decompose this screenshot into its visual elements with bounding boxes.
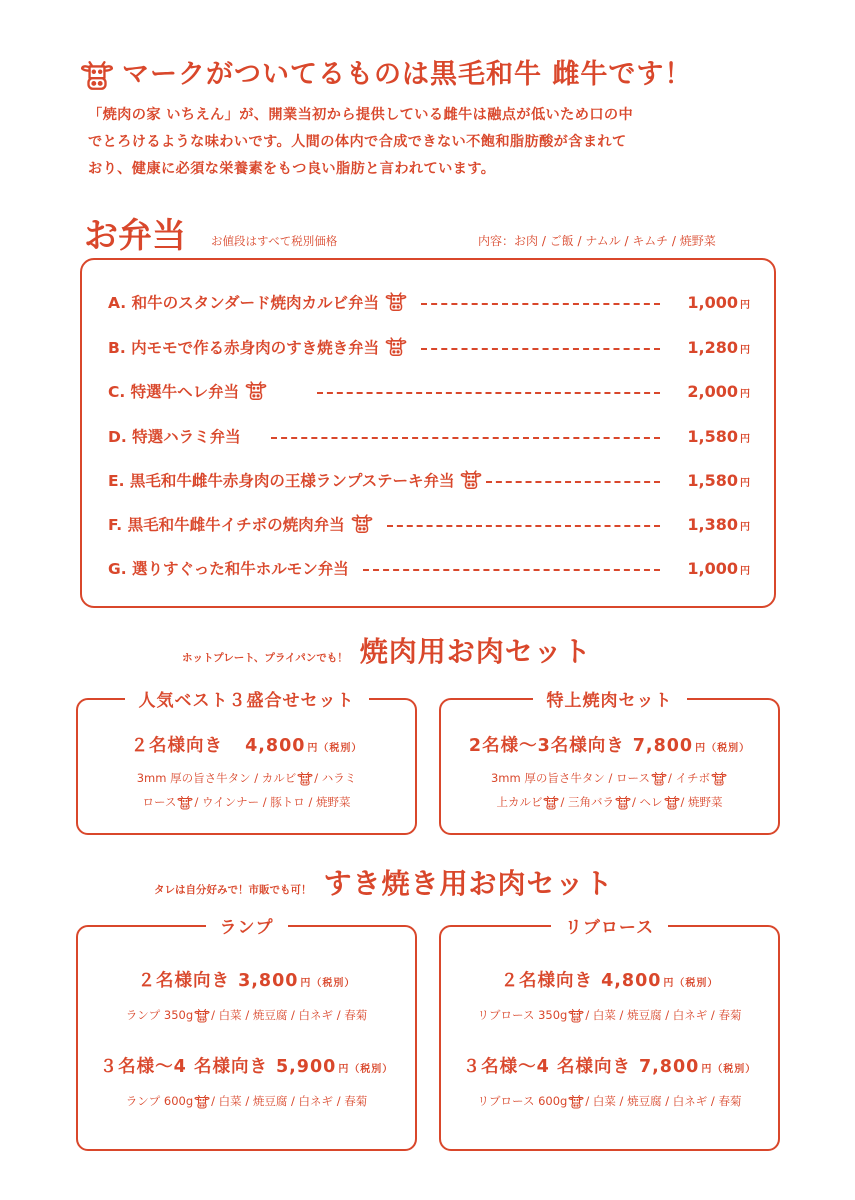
set-title: [78, 686, 415, 711]
set-price-line: [78, 967, 415, 992]
bento-item-label: A. 和牛のスタンダード焼肉カルビ弁当: [108, 294, 379, 312]
serving-size: ３名様〜4 名様向き: [462, 1057, 631, 1077]
serving-size: ２名様向き: [500, 971, 594, 991]
set-items-line: [78, 794, 415, 811]
bento-item-name: [108, 469, 482, 491]
leader-dots: [421, 348, 660, 350]
leader-dots: [387, 525, 660, 527]
yen-label: 円: [695, 743, 707, 754]
set-title-text: 人気ベスト３盛合せセット: [125, 691, 369, 711]
item-text: / 白菜 / 焼豆腐 / 白ネギ / 春菊: [211, 1094, 368, 1108]
set-items-line: [78, 770, 415, 787]
sukiyaki-set-ribroast: [439, 918, 780, 1151]
cow-icon: [80, 59, 114, 93]
cow-icon: [651, 771, 667, 787]
cow-icon: [194, 1094, 210, 1110]
cow-icon: [568, 1008, 584, 1024]
tax-label: （税別）: [318, 743, 363, 754]
bento-item-label: E. 黒毛和牛雌牛赤身肉の王様ランプステーキ弁当: [108, 472, 455, 490]
serving-size: ２名様向き: [137, 971, 231, 991]
leader-dots: [363, 569, 660, 571]
bento-item-name: [108, 425, 241, 447]
bento-tax-note: お値段はすべて税別価格: [211, 234, 338, 248]
price-value: 4,800: [245, 736, 306, 756]
tax-label: （税別）: [311, 978, 356, 989]
set-items-line: [441, 794, 778, 811]
cow-icon: [711, 771, 727, 787]
price-value: 1,580: [687, 426, 738, 446]
item-text: / ウインナー / 豚トロ / 焼野菜: [194, 795, 351, 809]
leader-dots: [317, 392, 660, 394]
cow-icon: [177, 795, 193, 811]
bento-item-label: C. 特選牛ヘレ弁当: [108, 383, 240, 401]
set-title-text: ランプ: [206, 918, 288, 938]
bento-item-name: [108, 291, 407, 313]
yakiniku-subheading: ホットプレート、プライパンでも！: [182, 652, 348, 664]
bento-item-label: F. 黒毛和牛雌牛イチボの焼肉弁当: [108, 516, 345, 534]
sukiyaki-heading-text: すき焼き用お肉セット: [323, 867, 614, 900]
serving-size: ３名様〜4 名様向き: [99, 1057, 268, 1077]
intro-line: でとろけるような味わいです。人間の体内で合成できない不飽和脂肪酸が含まれて: [88, 134, 627, 150]
yen-label: 円: [701, 1064, 713, 1075]
set-items-line: [78, 1093, 415, 1110]
yen-label: 円: [740, 565, 750, 577]
bento-item-price: [674, 382, 750, 401]
price-value: 1,000: [687, 558, 738, 578]
yakiniku-set-premium: [439, 691, 780, 835]
set-price-line: [78, 732, 415, 757]
set-title-text: 特上焼肉セット: [533, 691, 687, 711]
item-text: / 白菜 / 焼豆腐 / 白ネギ / 春菊: [585, 1094, 742, 1108]
bento-item-price: [674, 559, 750, 578]
set-items-line: [441, 770, 778, 787]
bento-item-label: G. 選りすぐった和牛ホルモン弁当: [108, 560, 349, 578]
price-value: 7,800: [632, 736, 694, 756]
set-title: [441, 686, 778, 711]
cow-icon: [194, 1008, 210, 1024]
bento-item-name: [108, 557, 349, 579]
page-title: [80, 52, 692, 93]
item-text: リブロース 600g: [477, 1094, 568, 1108]
item-text: / 三角バラ: [560, 795, 614, 809]
leader-dots: [486, 481, 660, 483]
cow-icon: [543, 795, 559, 811]
yen-label: 円: [740, 433, 750, 445]
bento-item-d: [108, 422, 750, 450]
cow-icon: [664, 795, 680, 811]
cow-icon: [385, 291, 407, 313]
tax-label: （税別）: [706, 743, 751, 754]
price-value: 5,900: [275, 1057, 337, 1077]
item-text: / ヘレ: [631, 795, 663, 809]
yen-label: 円: [663, 978, 675, 989]
item-text: / ハラミ: [314, 771, 357, 785]
intro-line: 「焼肉の家 いちえん」が、開業当初から提供している雌牛は融点が低いため口の中: [88, 107, 634, 123]
price-value: 4,800: [601, 971, 662, 991]
item-text: ロース: [142, 795, 177, 809]
item-text: / 焼野菜: [680, 795, 723, 809]
page-title-text: マークがついてるものは黒毛和牛 雌牛です！: [122, 59, 693, 90]
bento-menu-box: [80, 258, 776, 608]
yakiniku-heading: [182, 630, 592, 670]
tax-label: （税別）: [349, 1064, 394, 1075]
bento-item-price: [674, 338, 750, 357]
yen-label: 円: [740, 344, 750, 356]
serving-size: 2名様〜3名様向き: [468, 736, 625, 756]
price-value: 1,280: [687, 337, 738, 357]
bento-item-a: [108, 288, 750, 316]
set-price-line: [441, 967, 778, 992]
cow-icon: [245, 380, 267, 402]
bento-item-price: [674, 427, 750, 446]
sukiyaki-set-rump: [76, 918, 417, 1151]
item-text: ランプ 600g: [125, 1094, 194, 1108]
bento-item-e: [108, 466, 750, 494]
bento-item-name: [108, 380, 267, 402]
item-text: リブロース 350g: [477, 1008, 568, 1022]
item-text: ランプ 350g: [125, 1008, 194, 1022]
set-items-line: [78, 1007, 415, 1024]
cow-icon: [385, 336, 407, 358]
cow-icon: [351, 513, 373, 535]
set-title: [441, 913, 778, 938]
bento-item-c: [108, 377, 750, 405]
set-price-line: [441, 1053, 778, 1078]
set-price-line: [441, 732, 778, 757]
price-value: 2,000: [687, 381, 738, 401]
tax-label: （税別）: [674, 978, 719, 989]
cow-icon: [615, 795, 631, 811]
sukiyaki-subheading: タレは自分好みで！市販でも可！: [154, 884, 312, 896]
bento-item-b: [108, 333, 750, 361]
serving-size: ２名様向き: [130, 736, 224, 756]
price-value: 1,000: [687, 292, 738, 312]
bento-item-price: [674, 293, 750, 312]
bento-item-label: D. 特選ハラミ弁当: [108, 428, 241, 446]
item-text: 3mm 厚の旨さ牛タン / カルビ: [136, 771, 297, 785]
bento-item-name: [108, 513, 373, 535]
item-text: / 白菜 / 焼豆腐 / 白ネギ / 春菊: [211, 1008, 368, 1022]
tax-label: （税別）: [712, 1064, 757, 1075]
price-value: 1,580: [687, 470, 738, 490]
intro-text: [88, 102, 788, 183]
price-value: 7,800: [638, 1057, 700, 1077]
yakiniku-set-popular: [76, 691, 417, 835]
item-text: / 白菜 / 焼豆腐 / 白ネギ / 春菊: [585, 1008, 742, 1022]
yen-label: 円: [740, 477, 750, 489]
yen-label: 円: [740, 521, 750, 533]
set-price-line: [78, 1053, 415, 1078]
yen-label: 円: [338, 1064, 350, 1075]
set-title-text: リブロース: [551, 918, 668, 938]
bento-heading: お弁当: [84, 216, 186, 256]
price-value: 3,800: [238, 971, 299, 991]
yen-label: 円: [740, 388, 750, 400]
cow-icon: [297, 771, 313, 787]
bento-item-name: [108, 336, 407, 358]
intro-line: おり、健康に必須な栄養素をもつ良い脂肪と言われています。: [88, 161, 496, 177]
yakiniku-heading-text: 焼肉用お肉セット: [359, 635, 592, 668]
price-value: 1,380: [687, 514, 738, 534]
cow-icon: [460, 469, 482, 491]
item-text: 3mm 厚の旨さ牛タン / ロース: [490, 771, 650, 785]
set-items-line: [441, 1007, 778, 1024]
yen-label: 円: [307, 743, 319, 754]
leader-dots: [421, 303, 660, 305]
set-items-line: [441, 1093, 778, 1110]
bento-item-label: B. 内モモで作る赤身肉のすき焼き弁当: [108, 339, 380, 357]
bento-item-g: [108, 554, 750, 582]
yen-label: 円: [300, 978, 312, 989]
bento-contents: 内容：お肉 / ご飯 / ナムル / キムチ / 焼野菜: [478, 234, 716, 248]
yen-label: 円: [740, 299, 750, 311]
bento-item-price: [674, 471, 750, 490]
cow-icon: [568, 1094, 584, 1110]
set-title: [78, 913, 415, 938]
item-text: 上カルビ: [496, 795, 543, 809]
bento-item-f: [108, 510, 750, 538]
bento-item-price: [674, 515, 750, 534]
leader-dots: [271, 437, 660, 439]
item-text: / イチボ: [667, 771, 711, 785]
sukiyaki-heading: [154, 862, 614, 902]
